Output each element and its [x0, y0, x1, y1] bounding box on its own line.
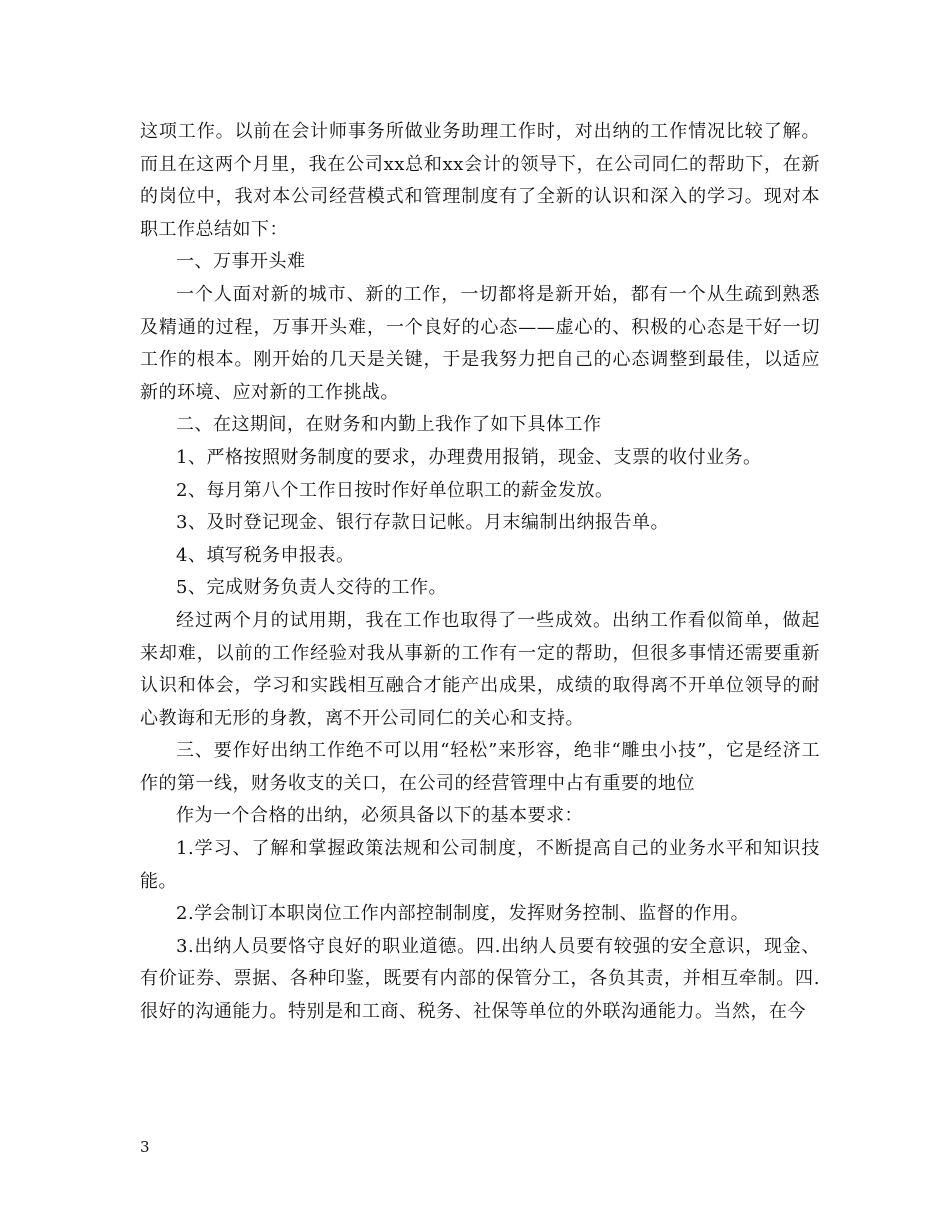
list-item: 1、严格按照财务制度的要求，办理费用报销，现金、支票的收付业务。 [176, 446, 762, 468]
section-heading: 三、要作好出纳工作绝不可以用“轻松”来形容，绝非“雕虫小技”，它是经济工作的第一线，财务收支的关口，在公司的经营管理中占有重要的地位 [140, 740, 820, 794]
list-item: 1.学习、了解和掌握政策法规和公司制度，不断提高自己的业务水平和知识技能。 [140, 838, 820, 892]
section-heading: 二、在这期间，在财务和内勤上我作了如下具体工作 [176, 414, 602, 436]
list-item: 5、完成财务负责人交待的工作。 [176, 577, 447, 599]
paragraph: 作为一个合格的出纳，必须具备以下的基本要求： [176, 805, 583, 827]
list-item: 2.学会制订本职岗位工作内部控制制度，发挥财务控制、监督的作用。 [176, 903, 750, 925]
list-item: 4、填写税务申报表。 [176, 544, 355, 566]
page-number: 3 [140, 1138, 150, 1156]
list-item: 3.出纳人员要恪守良好的职业道德。四.出纳人员要有较强的安全意识，现金、有价证券、票据、各种印鉴，既要有内部的保管分工，各负其责，并相互牵制。四.很好的沟通能力。特别是和工商、税务、社保等单位的外联沟通能力。当然，在今 [140, 935, 820, 1023]
document-body [140, 116, 820, 1029]
paragraph: 这项工作。以前在会计师事务所做业务助理工作时，对出纳的工作情况比较了解。而且在这两个月里，我在公司xx总和xx会计的领导下，在公司同仁的帮助下，在新的岗位中，我对本公司经营模式和管理制度有了全新的认识和深入的学习。现对本职工作总结如下： [140, 121, 820, 240]
paragraph: 一个人面对新的城市、新的工作，一切都将是新开始，都有一个从生疏到熟悉及精通的过程，万事开头难，一个良好的心态——虚心的、积极的心态是干好一切工作的根本。刚开始的几天是关键，于是我努力把自己的心态调整到最佳，以适应新的环境、应对新的工作挑战。 [140, 283, 820, 403]
list-item: 2、每月第八个工作日按时作好单位职工的薪金发放。 [176, 479, 614, 501]
section-heading: 一、万事开头难 [176, 251, 306, 273]
paragraph: 经过两个月的试用期，我在工作也取得了一些成效。出纳工作看似简单，做起来却难，以前的工作经验对我从事新的工作有一定的帮助，但很多事情还需要重新认识和体会，学习和实践相互融合才能产出成果，成绩的取得离不开单位领导的耐心教诲和无形的身教，离不开公司同仁的关心和支持。 [140, 609, 820, 729]
list-item: 3、及时登记现金、银行存款日记帐。月末编制出纳报告单。 [176, 512, 669, 534]
